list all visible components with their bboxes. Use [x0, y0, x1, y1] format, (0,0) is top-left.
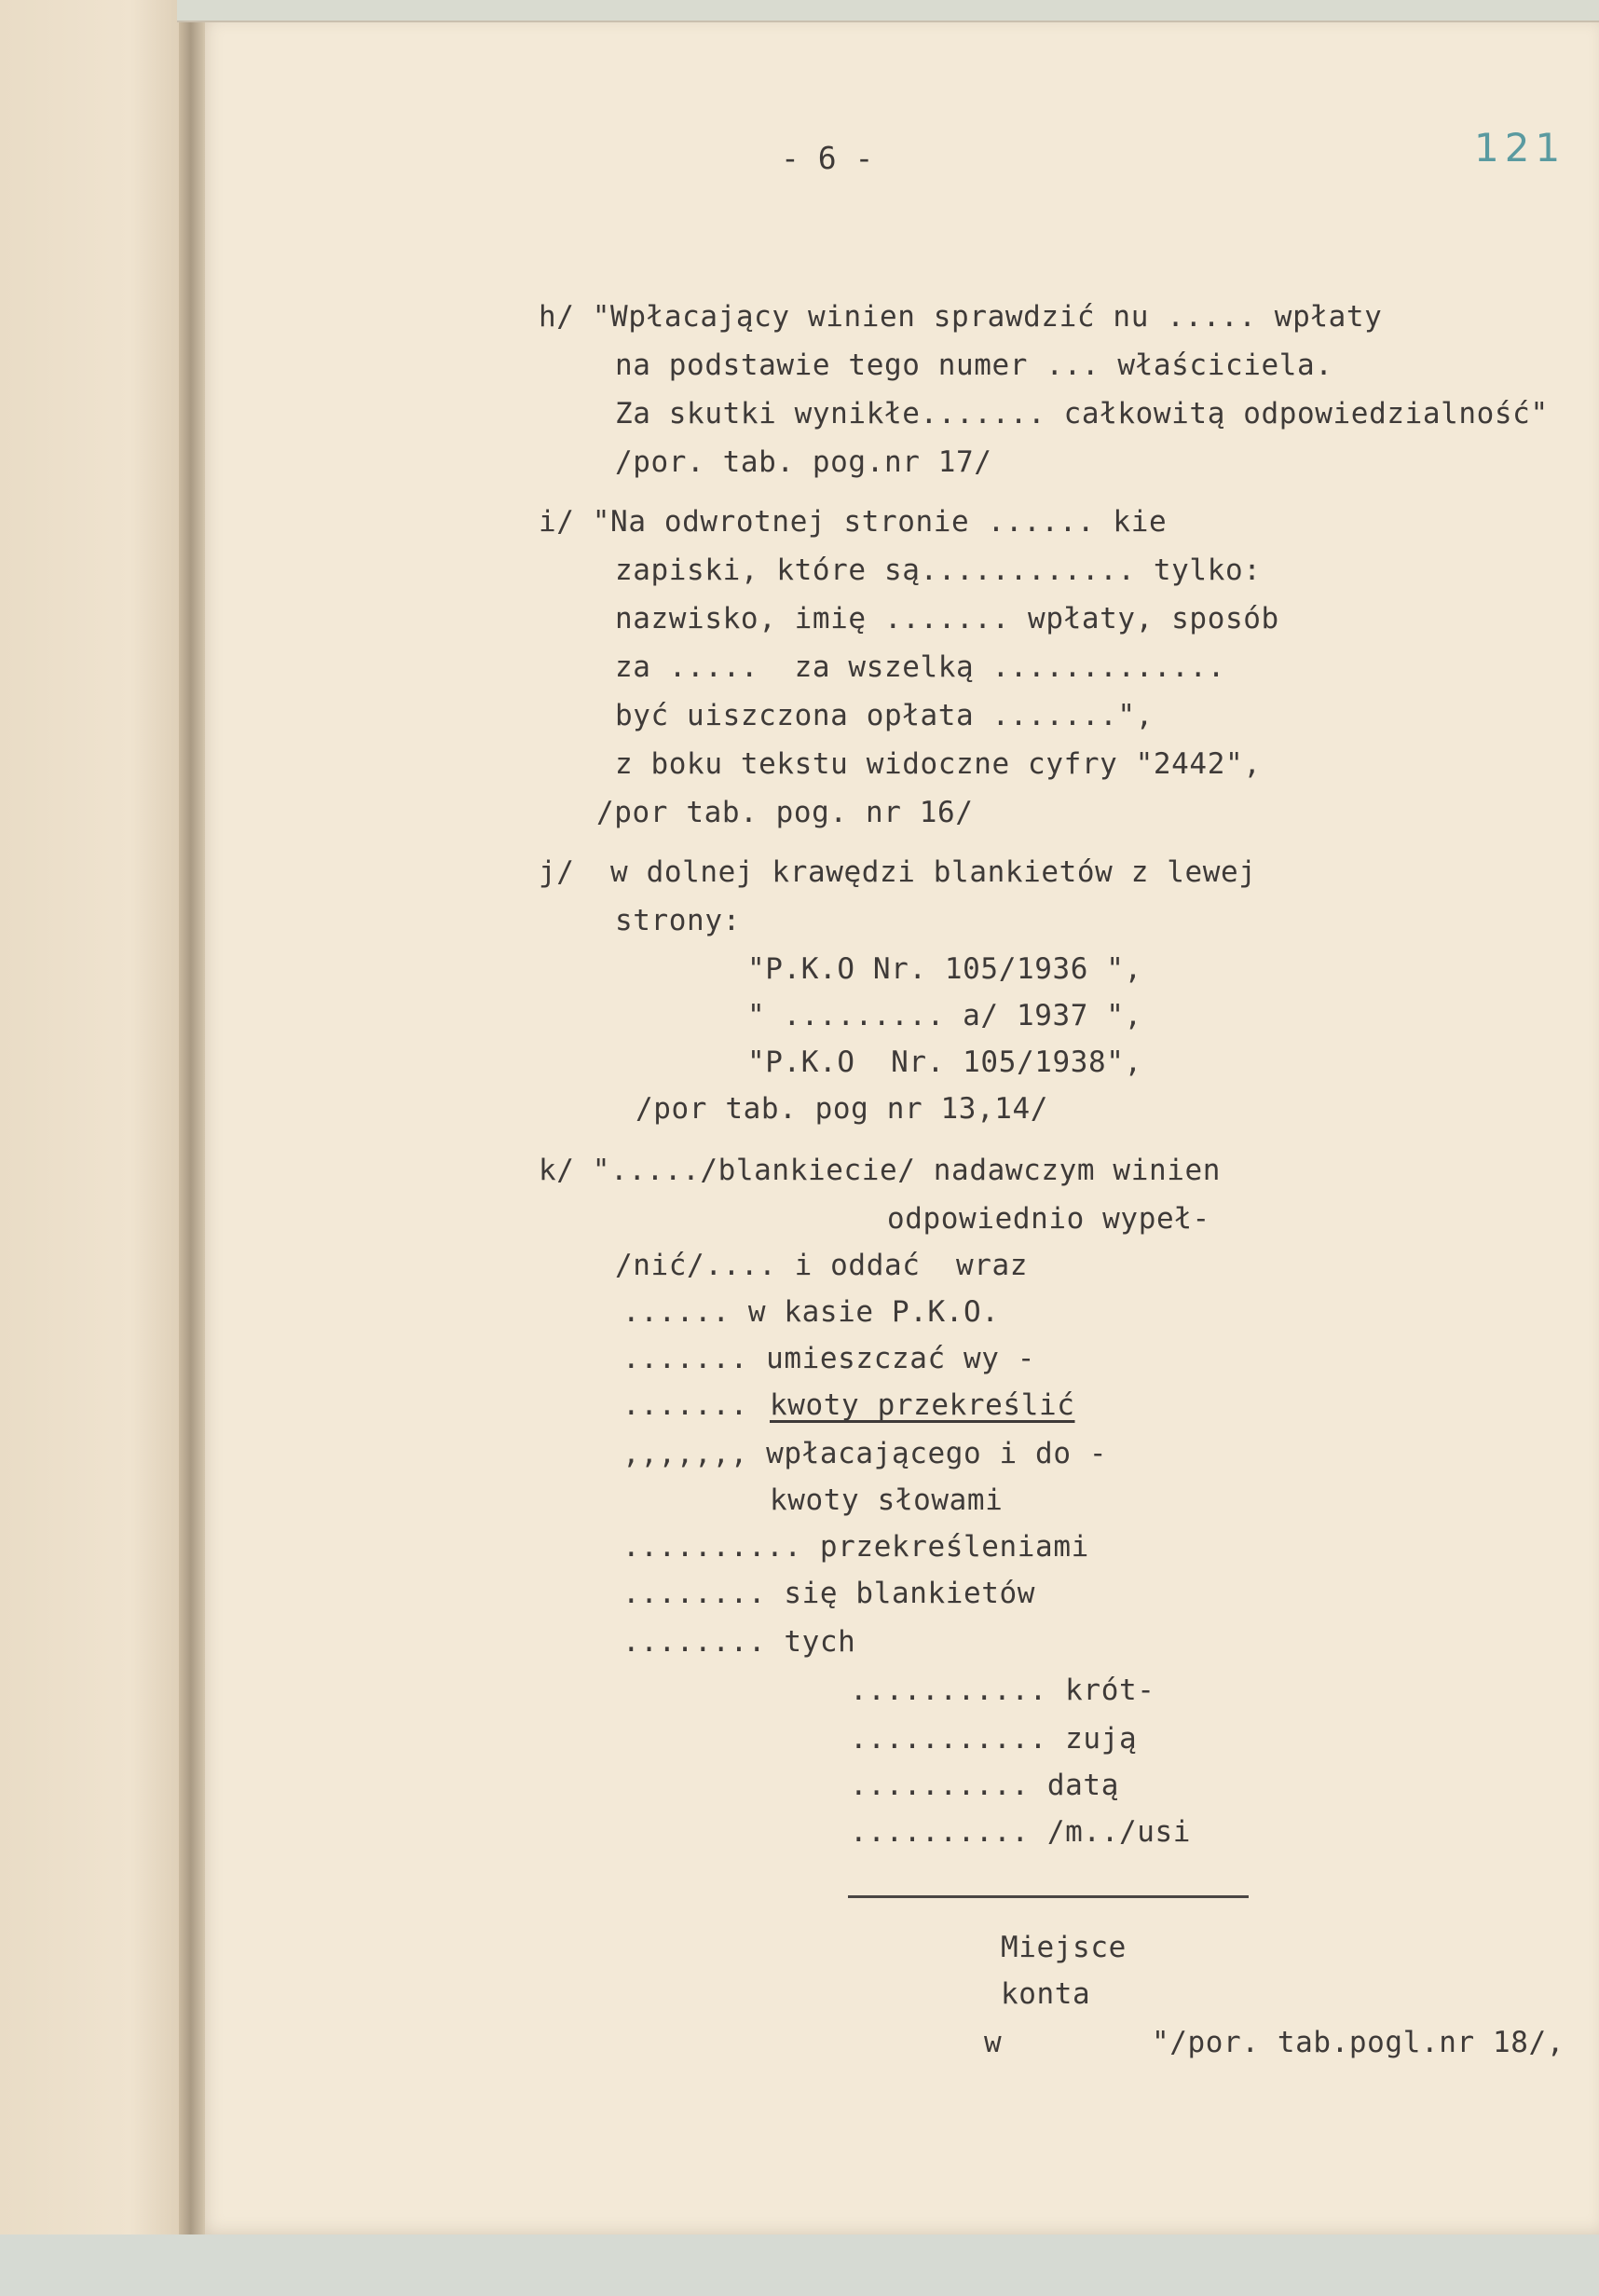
section-i-line: i/ "Na odwrotnej stronie ...... kie	[539, 505, 1168, 539]
section-k-line: "/por. tab.pogl.nr 18/,	[1152, 2026, 1565, 2059]
section-k-line: ........... krót-	[850, 1674, 1155, 1707]
section-j-line: " ......... a/ 1937 ",	[747, 999, 1142, 1032]
facing-page	[0, 0, 186, 2236]
section-k-underlined-text: kwoty przekreślić	[770, 1388, 1075, 1422]
section-i-line: z boku tekstu widoczne cyfry "2442",	[615, 747, 1262, 781]
section-k-line: .......... /m../usi	[850, 1815, 1192, 1849]
section-k-line: Miejsce	[1001, 1931, 1127, 1964]
section-j-line: "P.K.O Nr. 105/1938",	[747, 1046, 1142, 1079]
section-k-line: ........ się blankietów	[622, 1577, 1036, 1610]
section-j-line: "P.K.O Nr. 105/1936 ",	[747, 952, 1142, 986]
section-j-line: /por tab. pog nr 13,14/	[636, 1092, 1049, 1126]
section-h-line: /por. tab. pog.nr 17/	[615, 445, 992, 479]
section-j-line: strony:	[615, 904, 741, 937]
section-h-line: na podstawie tego numer ... właściciela.	[615, 348, 1333, 382]
section-k-line: ,,,,,,, wpłacającego i do -	[622, 1437, 1108, 1470]
page-number: - 6 -	[781, 140, 874, 176]
section-k-line: .......	[622, 1388, 767, 1422]
section-i-line: nazwisko, imię ....... wpłaty, sposób	[615, 602, 1279, 636]
section-h-line: Za skutki wynikłe....... całkowitą odpowiedzialność"	[615, 397, 1549, 430]
section-k-line: .......... przekreśleniami	[622, 1530, 1089, 1564]
section-k-line: konta	[1001, 1977, 1091, 2011]
section-i-line: zapiski, które są............ tylko:	[615, 554, 1262, 587]
section-k-line: kwoty słowami	[770, 1483, 1004, 1517]
section-k-line: .......... datą	[850, 1769, 1119, 1802]
section-k-line: /nić/.... i oddać wraz	[615, 1249, 1029, 1282]
section-j-line: j/ w dolnej krawędzi blankietów z lewej	[539, 855, 1257, 889]
section-k-line: ....... umieszczać wy -	[622, 1342, 1036, 1375]
scanner-edge-bottom	[0, 2234, 1599, 2296]
book-gutter	[179, 0, 205, 2236]
section-k-line: ...... w kasie P.K.O.	[622, 1295, 1000, 1329]
section-k-line: ........ tych	[622, 1625, 856, 1659]
section-i-line: za ..... za wszelką .............	[615, 650, 1225, 684]
section-k-line: k/ "...../blankiecie/ nadawczym winien	[539, 1154, 1222, 1187]
archive-stamp-number: 121	[1474, 125, 1566, 171]
section-k-line: ........... zują	[850, 1722, 1138, 1756]
section-h-line: h/ "Wpłacający winien sprawdzić nu ..... wpłaty	[539, 300, 1383, 334]
scanner-edge-top	[177, 0, 1599, 22]
section-k-line: odpowiednio wypeł-	[887, 1202, 1210, 1236]
section-i-line: być uiszczona opłata .......",	[615, 699, 1154, 732]
section-k-line: w	[984, 2026, 1003, 2059]
section-i-line: /por tab. pog. nr 16/	[596, 796, 974, 829]
horizontal-rule	[848, 1895, 1249, 1898]
